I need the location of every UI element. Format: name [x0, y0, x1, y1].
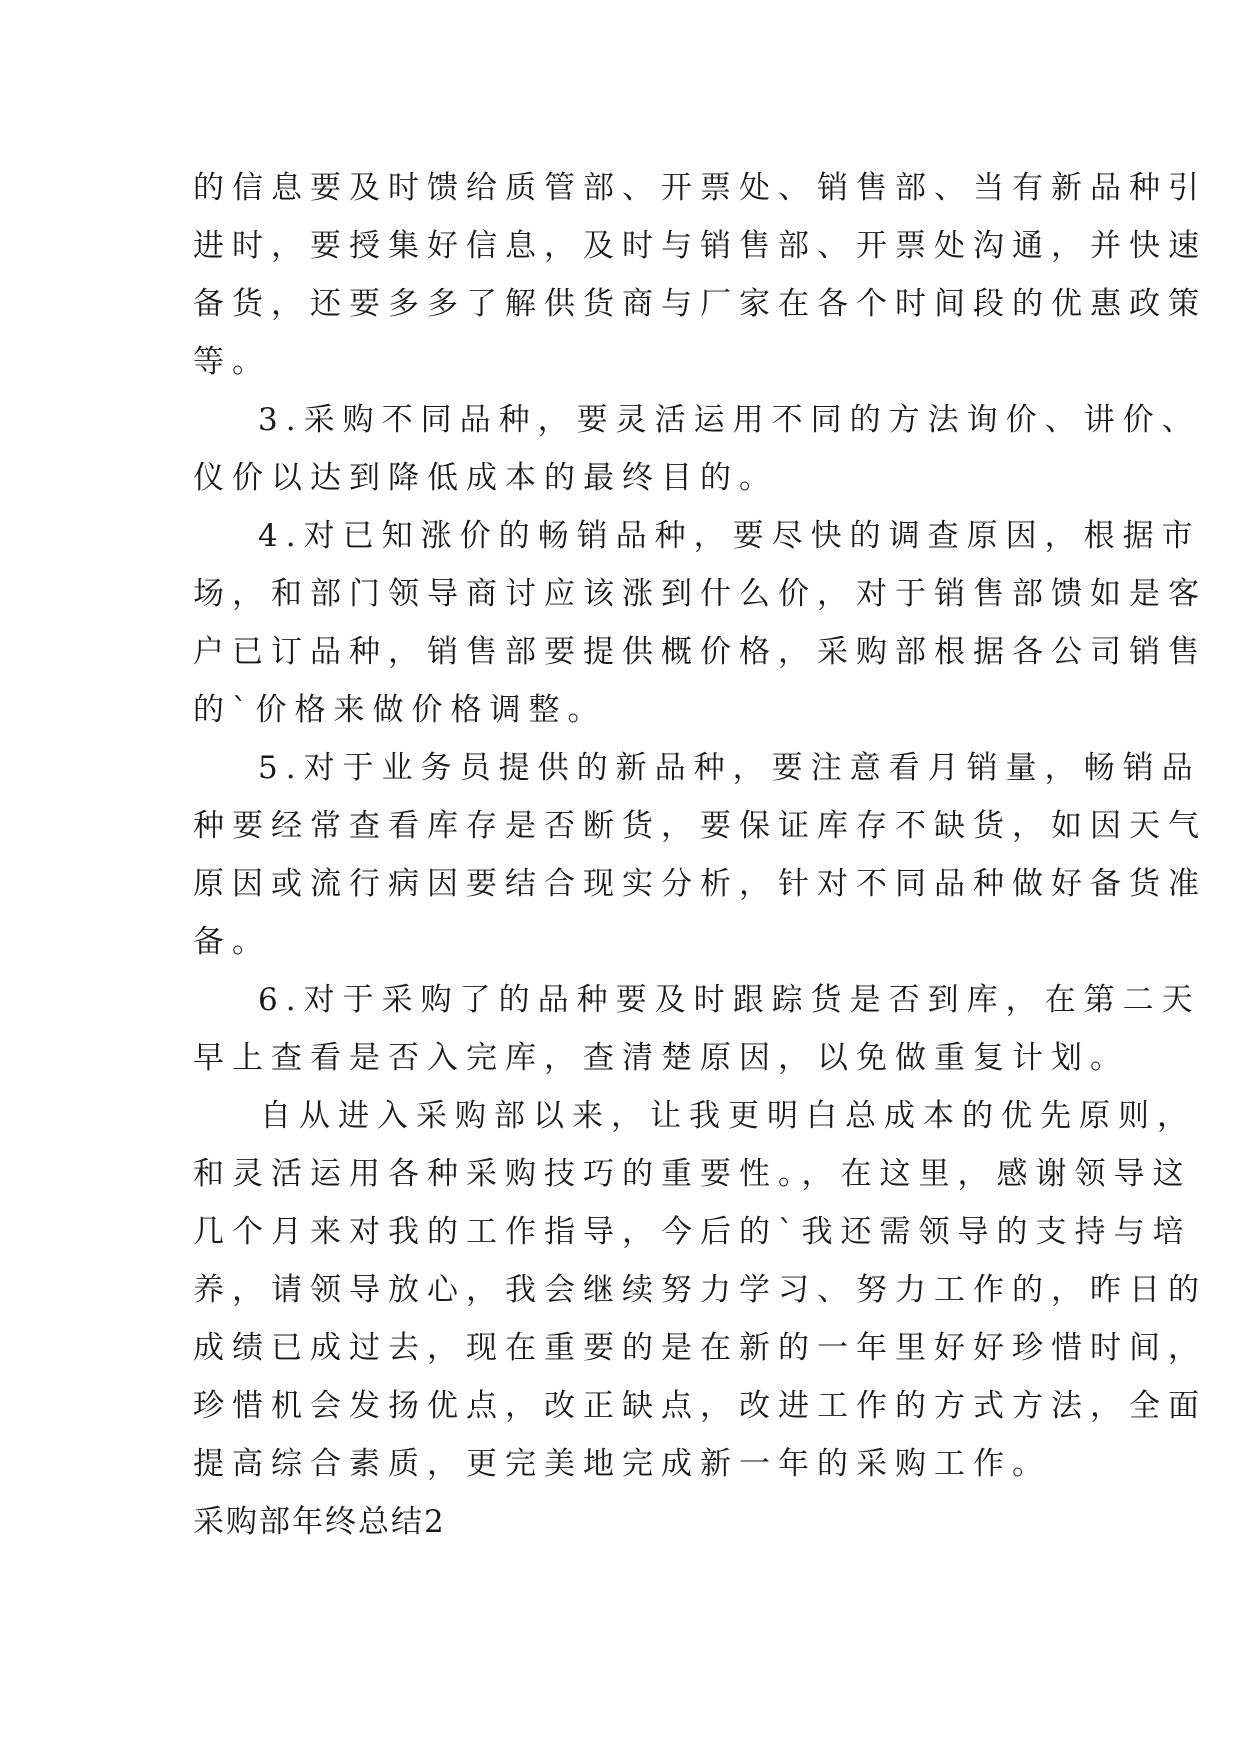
paragraph-line: 珍惜机会发扬优点，改正缺点，改进工作的方式方法，全面	[193, 1388, 1207, 1424]
paragraph-line: 和灵活运用各种采购技巧的重要性。，在这里，感谢领导这	[193, 1156, 1192, 1192]
paragraph-line: 等。	[193, 344, 271, 380]
section-title: 采购部年终总结2	[193, 1504, 446, 1540]
paragraph-line: 的`价格来做价格调整。	[193, 692, 607, 728]
paragraph-line: 养，请领导放心，我会继续努力学习、努力工作的，昨日的	[193, 1272, 1207, 1308]
paragraph-line: 进时，要授集好信息，及时与销售部、开票处沟通，并快速	[193, 228, 1207, 264]
paragraph-line: 几个月来对我的工作指导，今后的`我还需领导的支持与培	[193, 1214, 1192, 1250]
paragraph-line: 备货，还要多多了解供货商与厂家在各个时间段的优惠政策	[193, 286, 1207, 322]
paragraph-line: 的信息要及时馈给质管部、开票处、销售部、当有新品种引	[193, 170, 1207, 206]
paragraph-line: 自从进入采购部以来，让我更明白总成本的优先原则，	[260, 1098, 1196, 1134]
paragraph-line: 备。	[193, 924, 271, 960]
list-item-6: 6.对于采购了的品种要及时跟踪货是否到库，在第二天	[258, 982, 1201, 1018]
paragraph-line: 成绩已成过去，现在重要的是在新的一年里好好珍惜时间，	[193, 1330, 1207, 1366]
paragraph-line: 场，和部门领导商讨应该涨到什么价，对于销售部馈如是客	[193, 576, 1207, 612]
paragraph-line: 户已订品种，销售部要提供概价格，采购部根据各公司销售	[193, 634, 1207, 670]
paragraph-line: 早上查看是否入完库，查清楚原因，以免做重复计划。	[193, 1040, 1129, 1076]
list-item-3: 3.采购不同品种，要灵活运用不同的方法询价、讲价、	[258, 402, 1201, 438]
paragraph-line: 原因或流行病因要结合现实分析，针对不同品种做好备货准	[193, 866, 1207, 902]
paragraph-line: 提高综合素质，更完美地完成新一年的采购工作。	[193, 1446, 1051, 1482]
list-item-5: 5.对于业务员提供的新品种，要注意看月销量，畅销品	[258, 750, 1201, 786]
paragraph-line: 种要经常查看库存是否断货，要保证库存不缺货，如因天气	[193, 808, 1207, 844]
paragraph-line: 仪价以达到降低成本的最终目的。	[193, 460, 778, 496]
list-item-4: 4.对已知涨价的畅销品种，要尽快的调查原因，根据市	[258, 518, 1201, 554]
